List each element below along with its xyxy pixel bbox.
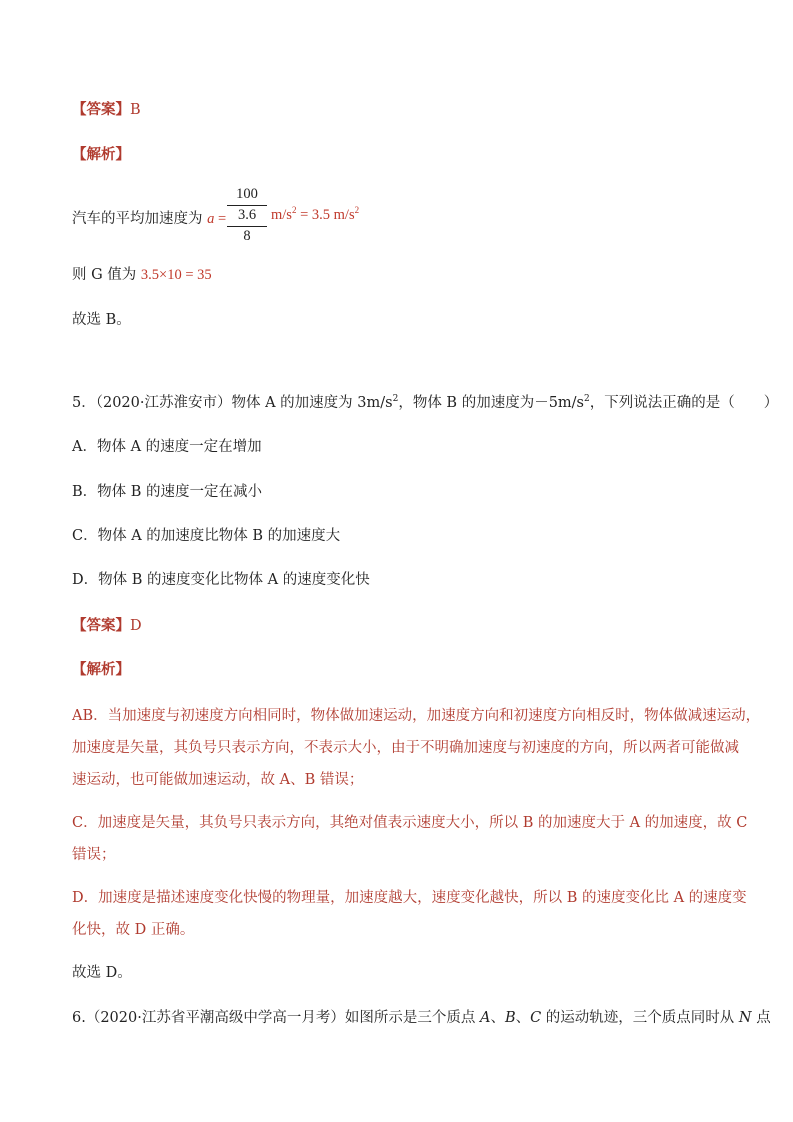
- analysis-label-2: 【解析】: [72, 661, 130, 678]
- q5-analysis-d-1: D．加速度是描述速度变化快慢的物理量，加速度越大，速度变化越快，所以 B 的速度变化比 A 的速度变: [72, 890, 747, 906]
- q5-option-c: C．物体 A 的加速度比物体 B 的加速度大: [72, 528, 341, 544]
- answer-value: B: [130, 102, 141, 118]
- choose-line-2: 故选 D。: [72, 965, 132, 981]
- formula-average-acceleration: 汽车的平均加速度为 a = 100 3.6 8 $m/s^2 = 3.5$ $m/s^2$: [72, 186, 360, 244]
- formula-prefix: 汽车的平均加速度为: [72, 211, 208, 227]
- analysis-label-1: 【解析】: [72, 146, 130, 163]
- q5-analysis-ab-3: 速运动，也可能做加速运动，故 A、B 错误；: [72, 772, 364, 788]
- formula-var: a: [207, 211, 215, 227]
- q5-option-d: D．物体 B 的速度变化比物体 A 的速度变化快: [72, 572, 370, 588]
- answer-label: 【答案】: [72, 101, 130, 118]
- q5-option-b: B．物体 B 的速度一定在减小: [72, 484, 263, 500]
- answer-row-1: [72, 100, 141, 120]
- q5-analysis-ab-2: 加速度是矢量，其负号只表示方向，不表示大小，由于不明确加速度与初速度的方向，所以两者可能做减: [72, 740, 739, 756]
- q5-option-a: A．物体 A 的速度一定在增加: [72, 439, 262, 455]
- g-value-line: 则 G 值为 3.5×10 = 35: [72, 267, 212, 283]
- formula-result: $m/s^2 = 3.5$ $m/s^2$: [271, 205, 360, 223]
- q5-analysis-c-1: C．加速度是矢量，其负号只表示方向，其绝对值表示速度大小，所以 B 的加速度大于 A 的加速度，故 C: [72, 815, 748, 831]
- q5-stem: 5．（2020·江苏淮安市）物体 A 的加速度为 $3m/s^2$，物体 B 的加速度为$-5m/s^2$，下列说法正确的是（ ）: [72, 394, 779, 411]
- q6-stem: 6.（2020·江苏省平潮高级中学高一月考）如图所示是三个质点 A、B、C 的运动轨迹，三个质点同时从 N 点: [72, 1010, 771, 1026]
- q5-analysis-ab-1: AB．当加速度与初速度方向相同时，物体做加速运动，加速度方向和初速度方向相反时，物体做减速运动，: [72, 708, 761, 724]
- q5-analysis-c-2: 错误；: [72, 847, 116, 863]
- choose-line-1: 故选 B。: [72, 312, 131, 328]
- answer-row-2: 【答案】D: [72, 617, 142, 634]
- fraction-numerator: 100: [236, 186, 258, 202]
- fraction-bar-inner: [227, 226, 267, 227]
- fraction-denominator: 8: [243, 228, 251, 244]
- q5-analysis-d-2: 化快，故 D 正确。: [72, 922, 195, 938]
- fraction-bar-outer: [227, 205, 267, 206]
- fraction-middle: 3.6: [237, 207, 257, 223]
